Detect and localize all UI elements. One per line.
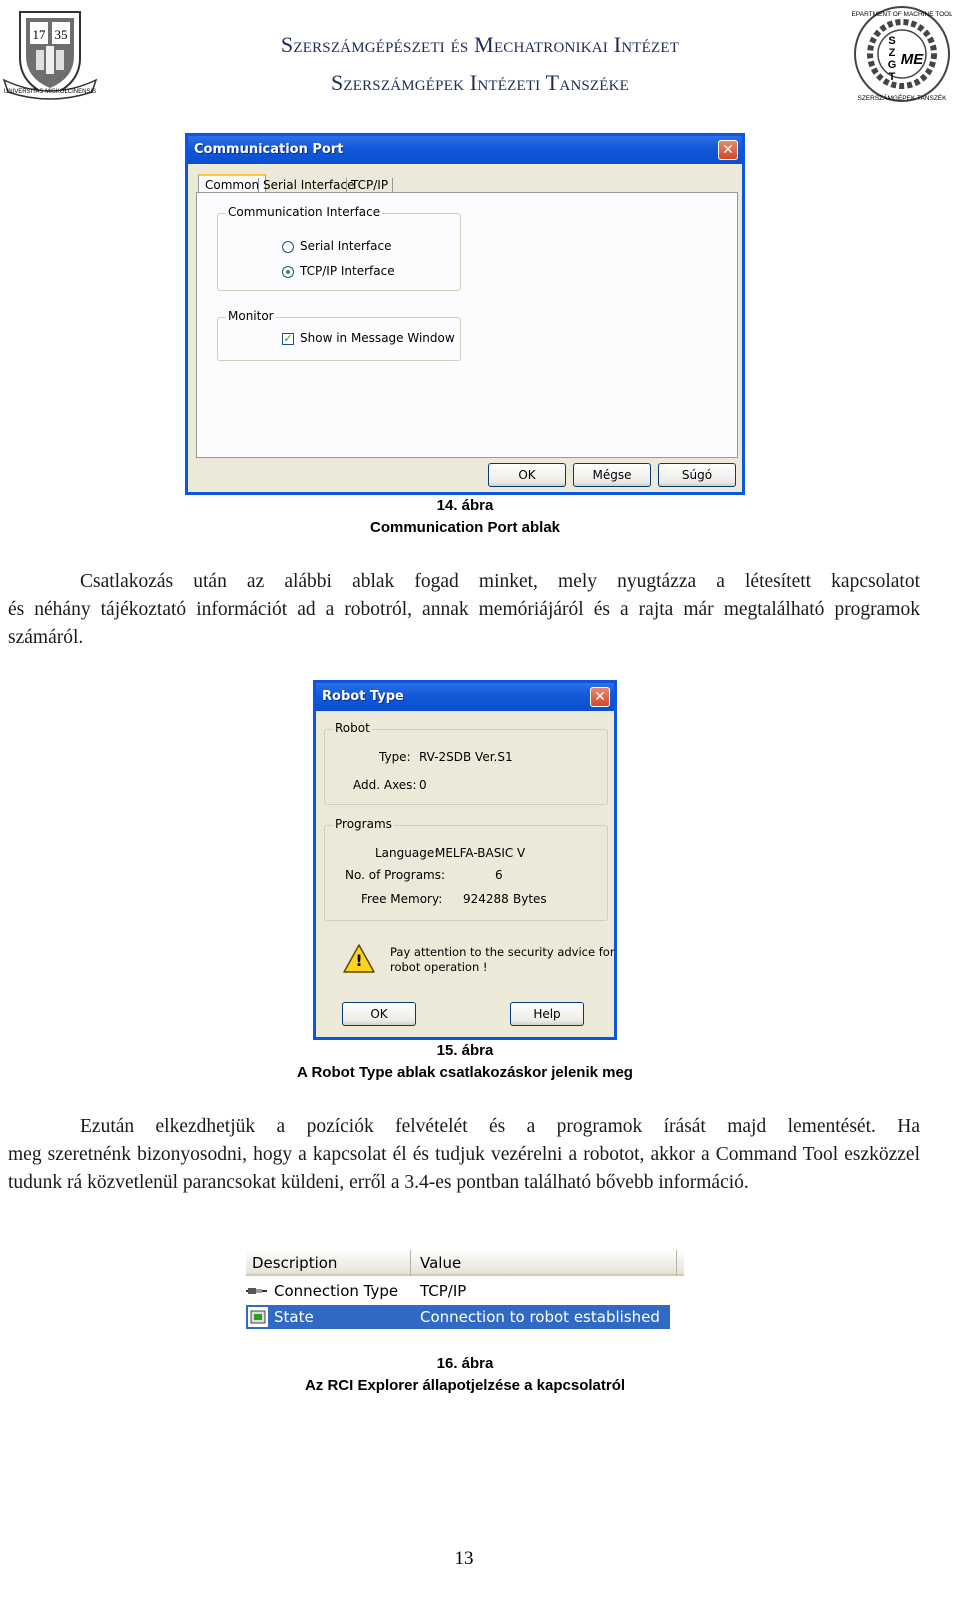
department-seal-logo: [852, 4, 952, 104]
show-message-window-checkbox[interactable]: ✓: [283, 332, 293, 345]
header-department: Szerszámgépek Intézeti Tanszéke: [330, 70, 630, 95]
robot-type-title: Robot Type: [316, 683, 614, 711]
column-header-value[interactable]: Value: [420, 1254, 462, 1272]
column-separator[interactable]: [676, 1250, 677, 1276]
language-value: MELFA-BASIC V: [435, 846, 526, 860]
figure-15-number: 15. ábra: [436, 1042, 494, 1059]
connection-plug-icon: [246, 1282, 268, 1300]
paragraph-2-rest: meg szeretnénk bizonyosodni, hogy a kapcsolat él és tudjuk vezérelni a robotot, akkor a Command Tool eszközzel tudunk rá közvetlenül parancsokat küldeni, erről a 3.4-es pontban található bővebb információ.: [8, 1144, 920, 1193]
seal-top-text: DEPARTMENT OF MACHINE TOOLS: [852, 11, 952, 18]
seal-letter-s: S: [888, 35, 896, 47]
tab-common[interactable]: Common: [198, 174, 266, 194]
seal-letter-t: T: [888, 71, 896, 83]
free-memory-value: 924288: [463, 892, 509, 906]
row-value: TCP/IP: [420, 1282, 467, 1300]
add-axes-label: Add. Axes:: [353, 778, 417, 792]
logo-ribbon-text: UNIVERSITAS MISKOLCINENSIS: [3, 89, 97, 95]
column-header-description[interactable]: Description: [252, 1254, 338, 1272]
type-value: RV-2SDB Ver.S1: [419, 750, 513, 764]
rci-header-row: [246, 1250, 684, 1276]
paragraph-2-first-line: Ezután elkezdhetjük a pozíciók felvételét és a programok írását majd lementését. Ha: [80, 1116, 920, 1137]
robot-type-window: [313, 680, 617, 1040]
tab-tcpip[interactable]: TCP/IP: [346, 178, 393, 192]
figure-16-caption: Az RCI Explorer állapotjelzése a kapcsolatról: [304, 1377, 626, 1394]
rci-explorer-status-panel: [246, 1250, 684, 1330]
tab-serial-interface[interactable]: Serial Interface: [258, 178, 359, 192]
page-number: 13: [454, 1548, 474, 1569]
seal-letter-z: Z: [888, 47, 896, 59]
figure-14-number: 14. ábra: [436, 497, 494, 514]
table-row[interactable]: [246, 1305, 670, 1329]
add-axes-value: 0: [419, 778, 427, 792]
num-programs-value: 6: [495, 868, 503, 882]
paragraph-1-rest: és néhány tájékoztató információt ad a robotról, annak memóriájáról és a rajta már megtalálható programok számáról.: [8, 599, 920, 648]
radio-serial-label: Serial Interface: [300, 239, 392, 253]
column-separator[interactable]: [410, 1250, 411, 1276]
group-label-interface: Communication Interface: [228, 205, 381, 219]
header-institute: Szerszámgépészeti és Mechatronikai Intézet: [280, 32, 680, 57]
num-programs-label: No. of Programs:: [345, 868, 446, 882]
communication-port-window: [185, 133, 745, 495]
row-value: Connection to robot established: [420, 1308, 660, 1326]
group-label-programs: Programs: [335, 817, 392, 831]
row-description: Connection Type: [274, 1282, 399, 1300]
programs-group: [324, 817, 608, 921]
ok-button[interactable]: OK: [488, 463, 566, 487]
communication-port-title: Communication Port: [188, 136, 742, 164]
close-icon[interactable]: ✕: [718, 140, 738, 160]
free-memory-label: Free Memory:: [361, 892, 443, 906]
row-description: State: [274, 1308, 314, 1326]
group-label-robot: Robot: [335, 721, 370, 735]
figure-14-caption: Communication Port ablak: [369, 519, 561, 536]
cancel-button[interactable]: Mégse: [573, 463, 651, 487]
paragraph-1-first-line: Csatlakozás után az alábbi ablak fogad minket, mely nyugtázza a létesített kapcsolatot: [80, 571, 920, 592]
logo-year-left: 17: [32, 27, 46, 42]
state-status-icon: [248, 1307, 268, 1327]
monitor-group: [217, 309, 461, 361]
figure-15-caption: A Robot Type ablak csatlakozáskor jelenik meg: [297, 1064, 633, 1081]
language-label: Language:: [375, 846, 439, 860]
help-button[interactable]: Help: [510, 1002, 584, 1026]
warning-icon: [342, 943, 376, 975]
communication-interface-group: [217, 205, 461, 291]
ok-button[interactable]: OK: [342, 1002, 416, 1026]
warning-glyph: !: [355, 951, 363, 970]
paragraph-2: [8, 1113, 920, 1197]
seal-me-text: ME: [900, 51, 924, 68]
paragraph-1: [8, 568, 920, 652]
radio-serial-interface[interactable]: [282, 241, 294, 253]
type-label: Type:: [379, 750, 411, 764]
logo-year-right: 35: [54, 27, 68, 42]
radio-tcpip-label: TCP/IP Interface: [300, 264, 395, 278]
free-memory-unit: Bytes: [513, 892, 547, 906]
help-button[interactable]: Súgó: [658, 463, 736, 487]
checkbox-label: Show in Message Window: [300, 331, 455, 345]
warning-line-1: Pay attention to the security advice for: [390, 945, 615, 959]
robot-group: [324, 721, 608, 805]
seal-bottom-text: SZERSZÁMGÉPEK TANSZÉK: [857, 95, 947, 102]
seal-letter-g: G: [887, 59, 897, 71]
tab-panel: [196, 192, 738, 458]
figure-16-number: 16. ábra: [436, 1355, 494, 1372]
close-icon[interactable]: ✕: [590, 687, 610, 707]
table-row[interactable]: [246, 1279, 684, 1303]
group-label-monitor: Monitor: [228, 309, 274, 323]
warning-line-2: robot operation !: [390, 960, 488, 974]
radio-tcpip-interface[interactable]: [282, 266, 294, 278]
